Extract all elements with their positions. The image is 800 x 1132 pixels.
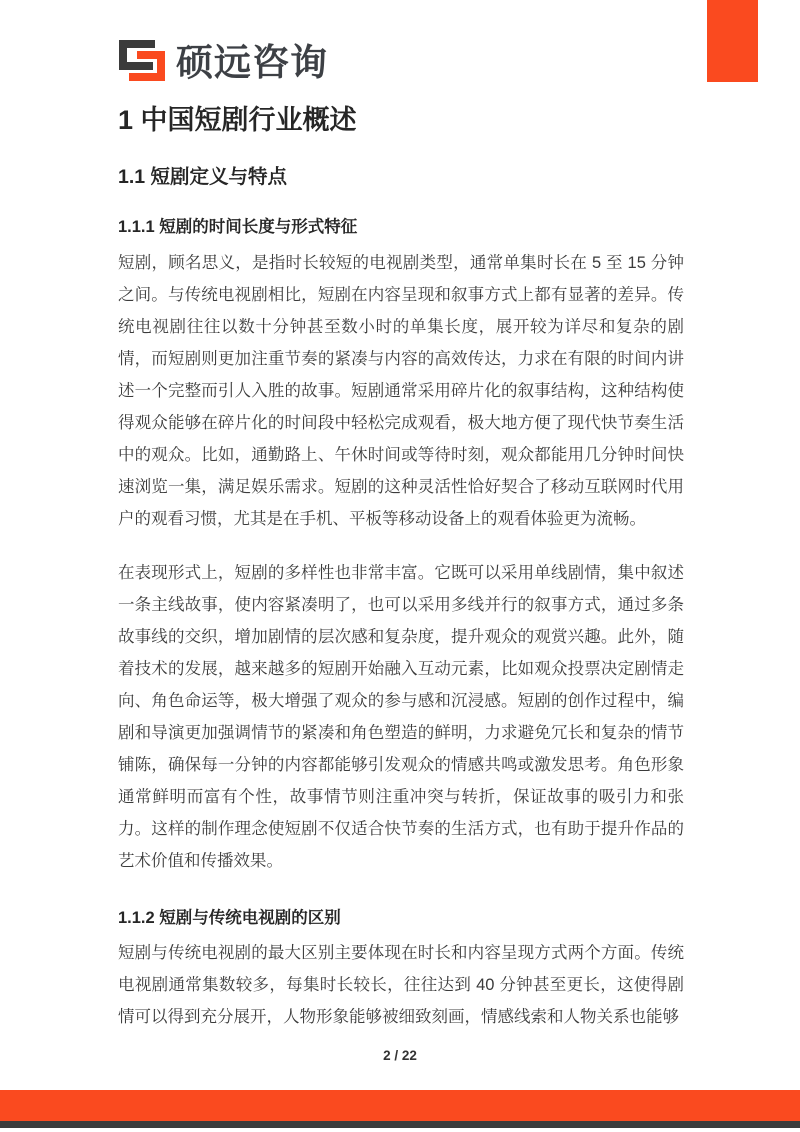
paragraph-1: 短剧，顾名思义，是指时长较短的电视剧类型，通常单集时长在 5 至 15 分钟之间。与传统电视剧相比，短剧在内容呈现和叙事方式上都有显著的差异。传统电视剧往往以数十分钟甚至数小时的单集长度，展开较为详尽和复杂的剧情，而短剧则更加注重节奏的紧凑与内容的高效传达，力求在有限的时间内讲述一个完整而引人入胜的故事。短剧通常采用碎片化的叙事结构，这种结构使得观众能够在碎片化的时间段中轻松完成观看，极大地方便了现代快节奏生活中的观众。比如，通勤路上、午休时间或等待时刻，观众都能用几分钟时间快速浏览一集，满足娱乐需求。短剧的这种灵活性恰好契合了移动互联网时代用户的观看习惯，尤其是在手机、平板等移动设备上的观看体验更为流畅。	[118, 254, 684, 528]
paragraph-2: 在表现形式上，短剧的多样性也非常丰富。它既可以采用单线剧情，集中叙述一条主线故事，使内容紧凑明了，也可以采用多线并行的叙事方式，通过多条故事线的交织，增加剧情的层次感和复杂度，提升观众的观赏兴趣。此外，随着技术的发展，越来越多的短剧开始融入互动元素，比如观众投票决定剧情走向、角色命运等，极大增强了观众的参与感和沉浸感。短剧的创作过程中，编剧和导演更加强调情节的紧凑和角色塑造的鲜明，力求避免冗长和复杂的情节铺陈，确保每一分钟的内容都能够引发观众的情感共鸣或激发思考。角色形象通常鲜明而富有个性，故事情节则注重冲突与转折，保证故事的吸引力和张力。这样的制作理念使短剧不仅适合快节奏的生活方式，也有助于提升作品的艺术价值和传播效果。	[118, 564, 684, 870]
brand-logo-text: 硕远咨询	[176, 41, 328, 83]
page-number: 2 / 22	[383, 1048, 417, 1063]
paragraph-3: 短剧与传统电视剧的最大区别主要体现在时长和内容呈现方式两个方面。传统电视剧通常集数较多，每集时长较长，往往达到 40 分钟甚至更长，这使得剧情可以得到充分展开，人物形象能够被细致刻画，情感线索和人物关系也能够	[118, 944, 684, 1026]
header-accent-rectangle	[707, 0, 758, 82]
chapter-title: 1 中国短剧行业概述	[118, 105, 357, 135]
subsection-title-2: 1.1.2 短剧与传统电视剧的区别	[118, 909, 341, 927]
brand-logo-icon	[117, 38, 167, 86]
footer-dark-bar	[0, 1121, 800, 1128]
footer-accent-bar	[0, 1090, 800, 1121]
brand-logo	[117, 38, 328, 86]
subsection-title-1: 1.1.1 短剧的时间长度与形式特征	[118, 218, 358, 236]
section-title: 1.1 短剧定义与特点	[118, 166, 288, 188]
